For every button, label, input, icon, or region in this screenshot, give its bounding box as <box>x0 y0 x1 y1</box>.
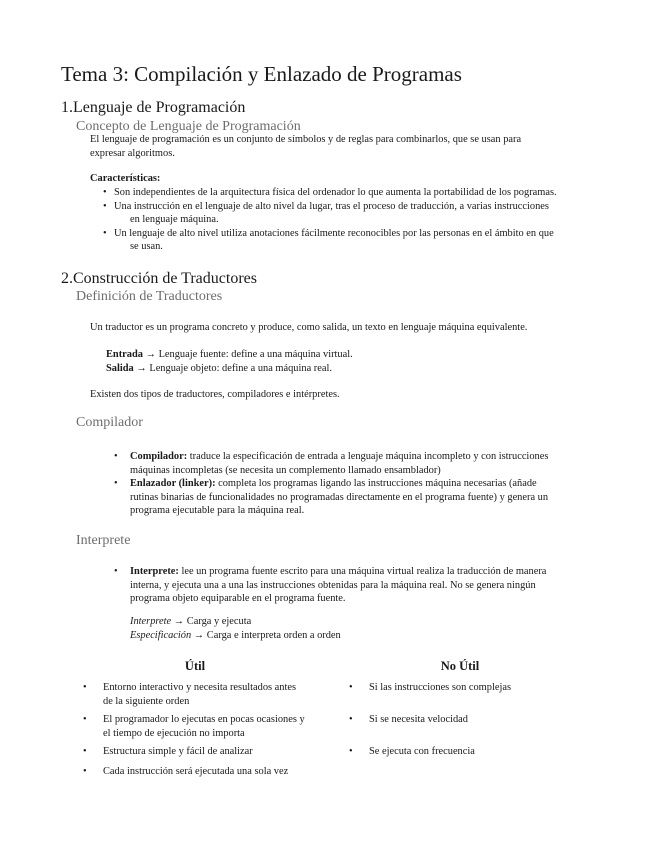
bullet-icon: • <box>114 566 118 577</box>
section-2-heading: 2.Construcción de Traductores <box>61 270 257 287</box>
list-item <box>103 227 604 254</box>
interprete-list <box>114 565 590 606</box>
bullet-icon: • <box>349 746 353 757</box>
list-item-line <box>130 477 590 491</box>
util-item: Estructura simple y fácil de analizar <box>103 746 253 757</box>
entrada-line <box>106 348 353 362</box>
list-item <box>103 200 604 227</box>
interprete-line-text: Carga y ejecuta <box>186 616 252 627</box>
traductor-definition: Un traductor es un programa concreto y produce, como salida, un texto en lenguaje máquina equivalente. <box>90 322 528 333</box>
list-item-line: se usan. <box>130 241 163 252</box>
salida-label: Salida <box>106 363 134 374</box>
list-item-text: completa los programas ligando las instrucciones máquina necesarias (añade <box>215 478 537 489</box>
list-item-line: Un lenguaje de alto nivel utiliza anotaciones fácilmente reconocibles por las personas en el ámbito en que <box>114 227 554 239</box>
util-item-line: el tiempo de ejecución no importa <box>103 728 245 739</box>
list-item-line: Una instrucción en el lenguaje de alto nivel da lugar, tras el proceso de traducción, a varias instrucciones <box>114 200 549 212</box>
util-item-line: El programador lo ejecutas en pocas ocasiones y <box>103 714 305 725</box>
list-item <box>114 565 590 606</box>
arrow-icon: → <box>173 616 185 627</box>
util-item-line: Entorno interactivo y necesita resultados antes <box>103 682 297 693</box>
bullet-icon: • <box>103 227 107 239</box>
list-item <box>114 477 590 518</box>
bullet-icon: • <box>349 682 353 693</box>
especificacion-line <box>130 629 341 643</box>
list-item-line: rutinas binarias de funcionalidades no programadas directamente en el programa fuente) y genera un <box>130 491 549 503</box>
caracteristicas-list <box>103 186 604 254</box>
bullet-icon: • <box>349 714 353 725</box>
caracteristicas-label: Características: <box>90 173 161 184</box>
salida-line <box>106 362 332 376</box>
bullet-icon: • <box>114 478 118 489</box>
bullet-icon: • <box>114 451 118 462</box>
section-1-subheading: Concepto de Lenguaje de Programación <box>76 119 301 134</box>
util-item: Cada instrucción será ejecutada una sola vez <box>103 766 289 777</box>
list-item-text: lee un programa fuente escrito para una máquina virtual realiza la traducción de manera <box>178 566 547 577</box>
salida-text: Lenguaje objeto: define a una máquina real. <box>149 363 332 374</box>
section-1-heading: 1.Lenguaje de Programación <box>61 99 246 116</box>
bullet-icon: • <box>83 746 87 757</box>
paragraph-line: El lenguaje de programación es un conjunto de símbolos y de reglas para combinarlos, que se usan para <box>90 134 522 145</box>
list-item-line: máquinas incompletas (se necesita un complemento llamado ensamblador) <box>130 464 441 476</box>
enlazador-term: Enlazador (linker): <box>130 478 216 489</box>
compilador-list <box>114 450 590 518</box>
entrada-label: Entrada <box>106 349 143 360</box>
list-item-line <box>130 565 590 579</box>
no-util-item: Se ejecuta con frecuencia <box>369 746 475 757</box>
list-item-line <box>130 450 590 464</box>
bullet-icon: • <box>103 187 107 198</box>
section-1-paragraph <box>90 133 521 161</box>
no-util-item: Si las instrucciones son complejas <box>369 682 511 693</box>
list-item-line: programa ejecutable para la máquina real. <box>130 505 305 516</box>
list-item <box>103 186 604 200</box>
interprete-term: Interprete: <box>130 566 179 577</box>
compilador-term: Compilador: <box>130 451 188 462</box>
arrow-icon: → <box>145 349 156 360</box>
page-title: Tema 3: Compilación y Enlazado de Programas <box>61 62 462 86</box>
especificacion-label: Especificación <box>130 630 192 641</box>
section-2-subheading: Definición de Traductores <box>76 289 223 304</box>
bullet-icon: • <box>83 766 87 777</box>
list-item-line: en lenguaje máquina. <box>130 214 219 225</box>
paragraph-line: expresar algoritmos. <box>90 148 175 159</box>
list-item <box>114 450 590 477</box>
no-util-item: Si se necesita velocidad <box>369 714 468 725</box>
tipos-traductores: Existen dos tipos de traductores, compiladores e intérpretes. <box>90 389 340 400</box>
util-item <box>103 713 333 741</box>
list-item-line: programa objeto equiparable en el programa fuente. <box>130 593 346 604</box>
bullet-icon: • <box>83 682 87 693</box>
no-util-column-heading: No Útil <box>440 659 480 673</box>
entrada-text: Lenguaje fuente: define a una máquina virtual. <box>158 349 353 360</box>
interprete-subheading: Interprete <box>76 533 131 548</box>
compilador-subheading: Compilador <box>76 415 143 430</box>
bullet-icon: • <box>83 714 87 725</box>
arrow-icon: → <box>136 363 147 374</box>
list-item-line: interna, y ejecuta una a una las instrucciones obtenidas para la máquina real. No se genera ningún <box>130 579 536 591</box>
list-item-line: Son independientes de la arquitectura física del ordenador lo que aumenta la portabilidad de los pogramas. <box>114 187 557 198</box>
interprete-label: Interprete <box>130 616 172 627</box>
util-item <box>103 681 333 709</box>
interprete-line <box>130 615 251 629</box>
arrow-icon: → <box>193 630 205 641</box>
util-item-line: de la siguiente orden <box>103 696 190 707</box>
bullet-icon: • <box>103 200 107 212</box>
util-column-heading: Útil <box>184 659 206 673</box>
especificacion-line-text: Carga e interpreta orden a orden <box>206 630 341 641</box>
list-item-text: traduce la especificación de entrada a lenguaje máquina incompleto y con istrucciones <box>187 451 549 462</box>
